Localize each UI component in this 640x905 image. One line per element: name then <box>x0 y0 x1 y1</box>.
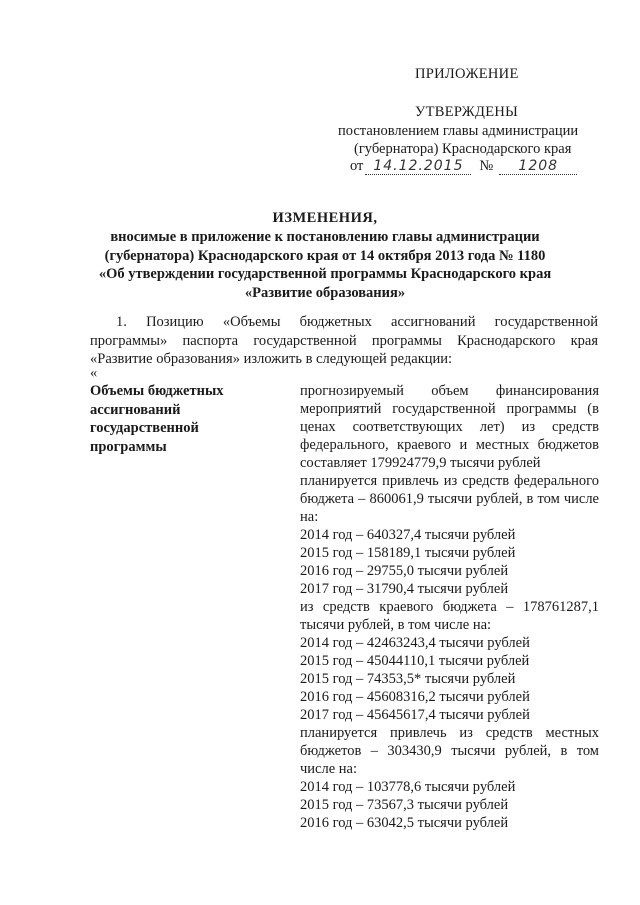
regional-year-2015: 2015 год – 45044110,1 тысячи рублей <box>300 653 530 669</box>
local-year-2015: 2015 год – 73567,3 тысячи рублей <box>300 797 509 813</box>
decree-number: 1208 <box>499 158 577 175</box>
amendment-paragraph <box>90 313 598 369</box>
federal-year-2017: 2017 год – 31790,4 тысячи рублей <box>300 581 509 597</box>
regional-intro: из средств краевого бюджета – 178761287,1 тысячи рублей, в том числе на: <box>300 599 599 633</box>
federal-year-2016: 2016 год – 29755,0 тысячи рублей <box>300 563 509 579</box>
regional-year-2014: 2014 год – 42463243,4 тысячи рублей <box>300 635 530 651</box>
number-sign: № <box>479 158 494 174</box>
total-funding: прогнозируемый объем финансирования мероприятий государственной программы (в ценах соответствующих лет) из средств федерального, краевого и местных бюджетов составляет 179924779,9 тысячи рублей <box>300 383 599 471</box>
decree-line-2: (губернатора) Краснодарского края <box>354 141 572 157</box>
date-prefix: от <box>350 158 364 174</box>
local-year-2016: 2016 год – 63042,5 тысячи рублей <box>300 815 509 831</box>
subtitle-line-1: вносимые в приложение к постановлению главы администрации <box>110 229 540 245</box>
decree-date-row <box>350 158 577 175</box>
subtitle-line-2: (губернатора) Краснодарского края от 14 октября 2013 года № 1180 <box>104 247 546 264</box>
federal-year-2014: 2014 год – 640327,4 тысячи рублей <box>300 527 516 543</box>
opening-quote: « <box>90 365 98 381</box>
federal-intro: планируется привлечь из средств федерального бюджета – 860061,9 тысячи рублей, в том числе на: <box>300 473 599 525</box>
regional-year-2016: 2016 год – 45608316,2 тысячи рублей <box>300 689 530 705</box>
table-right-cell <box>300 382 599 832</box>
document-title: ИЗМЕНЕНИЯ, <box>272 210 378 226</box>
local-intro: планируется привлечь из средств местных бюджетов – 303430,9 тысячи рублей, в том числе на: <box>300 725 599 777</box>
decree-date: 14.12.2015 <box>365 158 471 175</box>
decree-line-1: постановлением главы администрации <box>338 123 579 139</box>
paragraph-text: 1. Позицию «Объемы бюджетных ассигнований государственной программы» паспорта государственной программы Краснодарского края «Развитие образования» изложить в следующей редакции: <box>90 314 598 367</box>
subtitle-line-4: «Развитие образования» <box>244 284 406 301</box>
federal-year-2015: 2015 год – 158189,1 тысячи рублей <box>300 545 516 561</box>
local-year-2014: 2014 год – 103778,6 тысячи рублей <box>300 779 516 795</box>
regional-year-2017: 2017 год – 45645617,4 тысячи рублей <box>300 707 530 723</box>
appendix-label: ПРИЛОЖЕНИЕ <box>415 66 519 82</box>
table-left-cell: Объемы бюджетных ассигнований государственной программы <box>90 383 224 455</box>
regional-year-2015-extra: 2015 год – 74353,5* тысячи рублей <box>300 671 516 687</box>
subtitle-line-3: «Об утверждении государственной программы Краснодарского края <box>98 266 552 282</box>
approved-label: УТВЕРЖДЕНЫ <box>415 104 519 120</box>
document-subtitle <box>60 228 590 302</box>
